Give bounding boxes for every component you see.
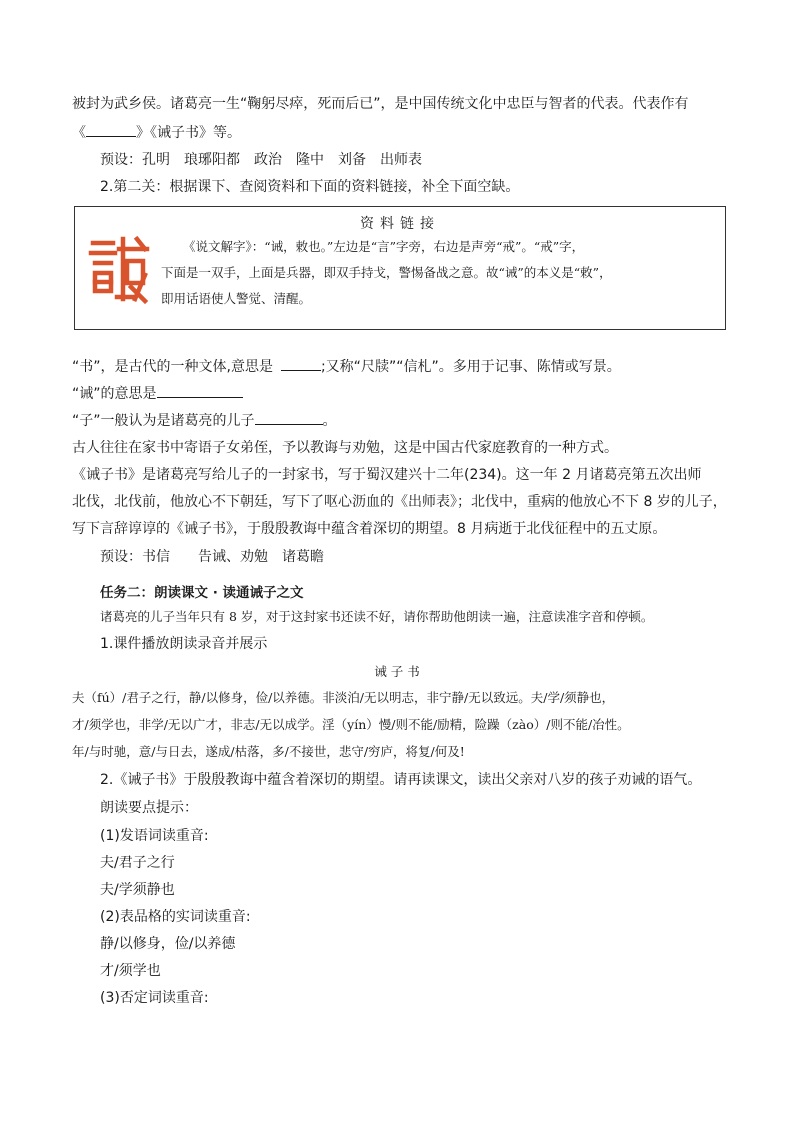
resource-box-title: 资料链接: [360, 216, 440, 232]
task-2-intro: 诸葛亮的儿子当年只有 8 岁，对于这封家书还读不好，请你帮助他朗读一遍，注意读准字音和停顿。: [100, 609, 654, 624]
task-2-step-2: 2.《诫子书》于殷殷教诲中蕴含着深切的期望。请再读课文，读出父亲对八岁的孩子劝诫的语气。: [100, 772, 702, 788]
blank-representative-work: [86, 122, 136, 137]
seal-character-icon: [87, 235, 151, 307]
step-2-instruction: 2.第二关：根据课下、查阅资料和下面的资料链接，补全下面空缺。: [100, 179, 520, 195]
fill-zi: [72, 410, 337, 431]
tip-2-example-a: 静/以修身，俭/以养德: [100, 936, 236, 952]
fill-shu: [72, 356, 621, 377]
fill-zi-suffix: 。: [322, 413, 337, 429]
text-title: 诫 子 书: [374, 664, 420, 679]
para-line-3: 北伐，北伐前，他放心不下朝廷，写下了呕心沥血的《出师表》；北伐中，重病的他放心不下 8 岁的儿子，: [72, 494, 727, 510]
reading-tips-heading: 朗读要点提示：: [100, 800, 198, 816]
fill-cheng-label: “诫”的意思是: [72, 386, 157, 402]
intro-line-2-suffix: 》《诫子书》等。: [136, 125, 241, 141]
fill-zi-prefix: “子”一般认为是诸葛亮的儿子: [72, 413, 255, 429]
text-line-3: 年/与时驰，意/与日去，遂成/枯落，多/不接世，悲守/穷庐，将复/何及!: [72, 744, 465, 759]
fill-cheng: [72, 383, 243, 404]
para-line-1: 古人往往在家书中寄语子女弟侄，予以教诲与劝勉，这是中国古代家庭教育的一种方式。: [72, 440, 618, 456]
fill-shu-suffix: ;又称“尺牍”“信札”。多用于记事、陈情或写景。: [320, 359, 621, 375]
tip-1-heading: (1)发语词读重音:: [100, 828, 209, 844]
tip-1-example-a: 夫/君子之行: [100, 855, 175, 871]
task-2-step-1: 1.课件播放朗读录音并展示: [100, 636, 268, 652]
tip-3-heading: (3)否定词读重音:: [100, 990, 209, 1006]
resource-link-box: [74, 206, 726, 330]
para-line-2: 《诫子书》是诸葛亮写给儿子的一封家书，写于蜀汉建兴十二年(234)。这一年 2 月诸葛亮第五次出师: [72, 467, 702, 483]
intro-line-2: [72, 122, 241, 143]
preset-answer-2: 预设：书信 告诫、劝勉 诸葛瞻: [100, 549, 324, 565]
intro-line-1: 被封为武乡侯。诸葛亮一生“鞠躬尽瘁，死而后已”，是中国传统文化中忠臣与智者的代表。代表作有: [72, 96, 689, 112]
blank-cheng-meaning: [157, 383, 243, 398]
resource-line-2: 下面是一双手，上面是兵器，即双手持戈，警惕备战之意。故“诫”的本义是“敕”，: [161, 265, 612, 280]
text-line-2: 才/须学也，非学/无以广才，非志/无以成学。淫（yín）慢/则不能/励精，险躁（zào）/则不能/冶性。: [72, 717, 630, 732]
tip-1-example-b: 夫/学须静也: [100, 882, 175, 898]
text-line-1: 夫（fú）/君子之行，静/以修身，俭/以养德。非淡泊/无以明志，非宁静/无以致远。夫/学/须静也，: [72, 690, 615, 705]
preset-answer-1: 预设：孔明 琅琊阳都 政治 隆中 刘备 出师表: [100, 152, 422, 168]
blank-shu-meaning: [281, 356, 321, 371]
resource-line-3: 即用话语使人警觉、清醒。: [161, 291, 312, 306]
para-line-4: 写下言辞谆谆的《诫子书》，于殷殷教诲中蕴含着深切的期望。8 月病逝于北伐征程中的五丈原。: [72, 521, 667, 537]
tip-2-heading: (2)表品格的实词读重音:: [100, 909, 251, 925]
fill-shu-prefix: “书”，是古代的一种文体,意思是: [72, 359, 273, 375]
tip-2-example-b: 才/须学也: [100, 963, 161, 979]
task-2-title: 任务二：朗读课文 · 读通诫子之文: [100, 585, 304, 601]
intro-line-2-prefix: 《: [72, 125, 86, 141]
resource-line-1: 《说文解字》：“诫，敕也。”左边是“言”字旁，右边是声旁“戒”。“戒”字，: [183, 239, 585, 254]
blank-son-name: [255, 410, 323, 425]
